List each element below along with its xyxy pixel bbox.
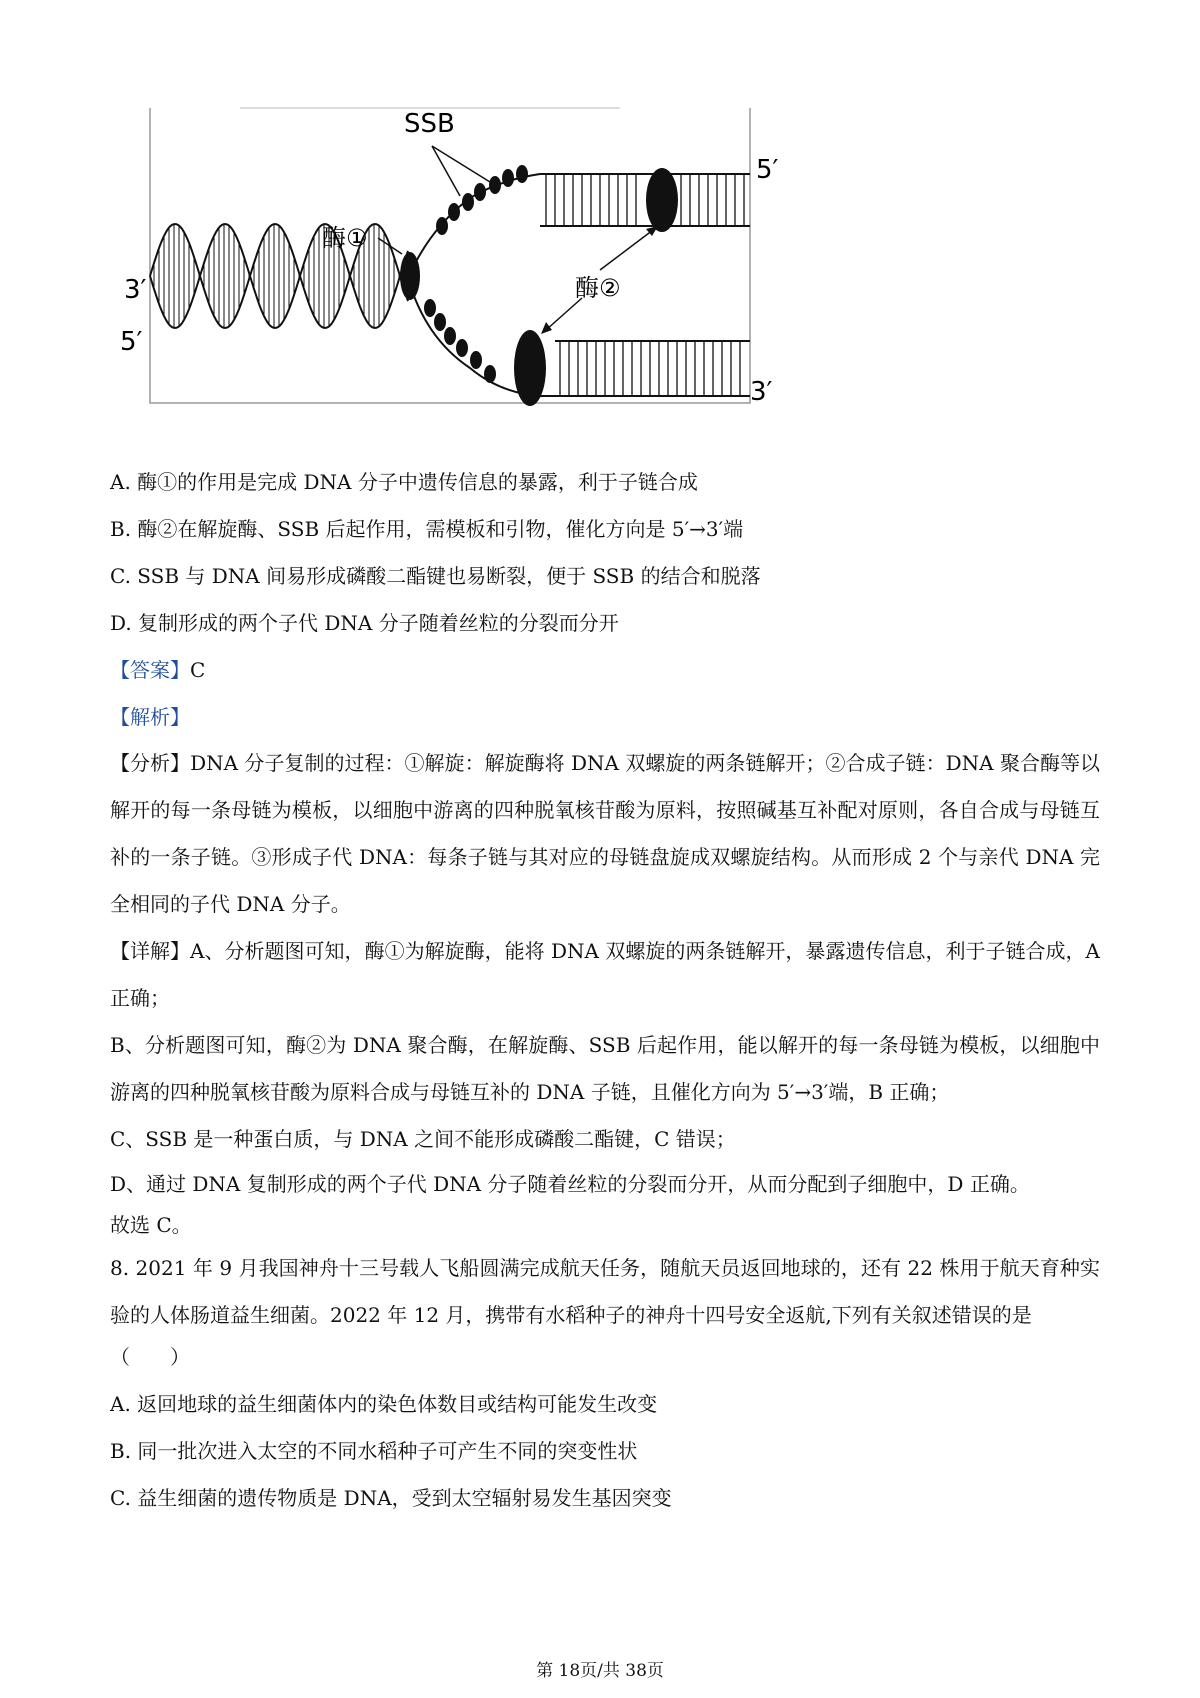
page-content [110, 470, 1100, 1533]
ssb-protein [434, 313, 446, 331]
q8-blank: （ ） [110, 1345, 190, 1369]
detail-a-text: A、分析题图可知，酶①为解旋酶，能将 DNA 双螺旋的两条链解开，暴露遗传信息，利于子链合成，A 正确； [110, 939, 1100, 1010]
left-top-end-label: 3′ [124, 275, 147, 305]
ssb-protein [424, 299, 436, 317]
ssb-protein [474, 183, 486, 201]
ssb-pointer-1 [432, 146, 460, 196]
q7-option-d: D. 复制形成的两个子代 DNA 分子随着丝粒的分裂而分开 [110, 611, 619, 635]
q7-option-b: B. 酶②在解旋酶、SSB 后起作用，需模板和引物，催化方向是 5′→3′端 [110, 517, 744, 541]
analysis-label: 【解析】 [110, 705, 190, 729]
answer-value: C [190, 658, 206, 682]
q7-option-a: A. 酶①的作用是完成 DNA 分子中遗传信息的暴露，利于子链合成 [110, 470, 698, 494]
answer-label: 【答案】 [110, 658, 190, 682]
q7-option-c: C. SSB 与 DNA 间易形成磷酸二酯键也易断裂，便于 SSB 的结合和脱落 [110, 564, 761, 588]
q7-detail-b: B、分析题图可知，酶②为 DNA 聚合酶，在解旋酶、SSB 后起作用，能以解开的每一条母链为模板，以细胞中游离的四种脱氧核苷酸为原料合成与母链互补的 DNA 子链，且催化方向为 5′→3′端，B 正确； [110, 1033, 1100, 1104]
right-top-end-label: 5′ [756, 155, 779, 185]
ssb-protein [448, 203, 460, 221]
page-footer: 第 18页/共 38页 [536, 1661, 664, 1681]
ssb-protein [444, 327, 456, 345]
ssb-protein [484, 365, 496, 383]
ssb-protein [462, 193, 474, 211]
q7-conclusion: 故选 C。 [110, 1213, 192, 1237]
enzyme-2-upper [646, 168, 678, 232]
right-bottom-end-label: 3′ [750, 377, 773, 407]
dna-replication-figure [120, 108, 830, 438]
dna-replication-diagram [120, 108, 830, 438]
ssb-protein [489, 176, 501, 194]
ssb-protein [516, 165, 528, 183]
enzyme-2-label: 酶② [575, 274, 621, 302]
q8-option-a: A. 返回地球的益生细菌体内的染色体数目或结构可能发生改变 [110, 1392, 658, 1416]
analysis-text: DNA 分子复制的过程：①解旋：解旋酶将 DNA 双螺旋的两条链解开；②合成子链：DNA 聚合酶等以解开的每一条母链为模板，以细胞中游离的四种脱氧核苷酸为原料，按照碱基互补配对原则，各自合成与母链互补的一条子链。③形成子代 DNA：每条子链与其对应的母链盘旋成双螺旋结构。从而形成 2 个与亲代 DNA 完全相同的子代 DNA 分子。 [110, 751, 1100, 916]
ssb-pointer-2 [432, 146, 490, 182]
q7-detail-c: C、SSB 是一种蛋白质，与 DNA 之间不能形成磷酸二酯键，C 错误； [110, 1127, 736, 1151]
ssb-protein [436, 217, 448, 235]
enzyme-2-pointer-up [600, 230, 653, 270]
detail-head: 【详解】 [110, 939, 191, 963]
enzyme-1-helicase [400, 252, 420, 300]
enzyme-2-lower [514, 330, 546, 406]
q7-detail-a [110, 928, 1100, 1022]
q7-analysis-label [110, 705, 1100, 729]
analysis-head: 【分析】 [110, 751, 191, 775]
enzyme-2-arrowhead-down [541, 322, 552, 334]
q7-analysis [110, 740, 1100, 928]
ssb-protein [502, 169, 514, 187]
ssb-proteins [424, 165, 528, 383]
q7-detail-d: D、通过 DNA 复制形成的两个子代 DNA 分子随着丝粒的分裂而分开，从而分配到子细胞中，D 正确。 [110, 1172, 1030, 1196]
enzyme-2-pointer-down [546, 298, 582, 330]
enzyme-1-pointer [378, 238, 402, 254]
q8-option-c: C. 益生细菌的遗传物质是 DNA，受到太空辐射易发生基因突变 [110, 1486, 672, 1510]
q8-option-b: B. 同一批次进入太空的不同水稻种子可产生不同的突变性状 [110, 1439, 638, 1463]
enzyme-1-label: 酶① [322, 224, 368, 252]
ssb-protein [456, 339, 468, 357]
q8-stem: 8. 2021 年 9 月我国神舟十三号载人飞船圆满完成航天任务，随航天员返回地球的，还有 22 株用于航天育种实验的人体肠道益生细菌。2022 年 12 月，携带有水稻种子的神舟十四号安全返航,下列有关叙述错误的是 [110, 1256, 1100, 1327]
left-bottom-end-label: 5′ [120, 327, 143, 357]
ssb-label: SSB [404, 109, 455, 139]
ssb-protein [470, 351, 482, 369]
q7-answer [110, 658, 1100, 682]
